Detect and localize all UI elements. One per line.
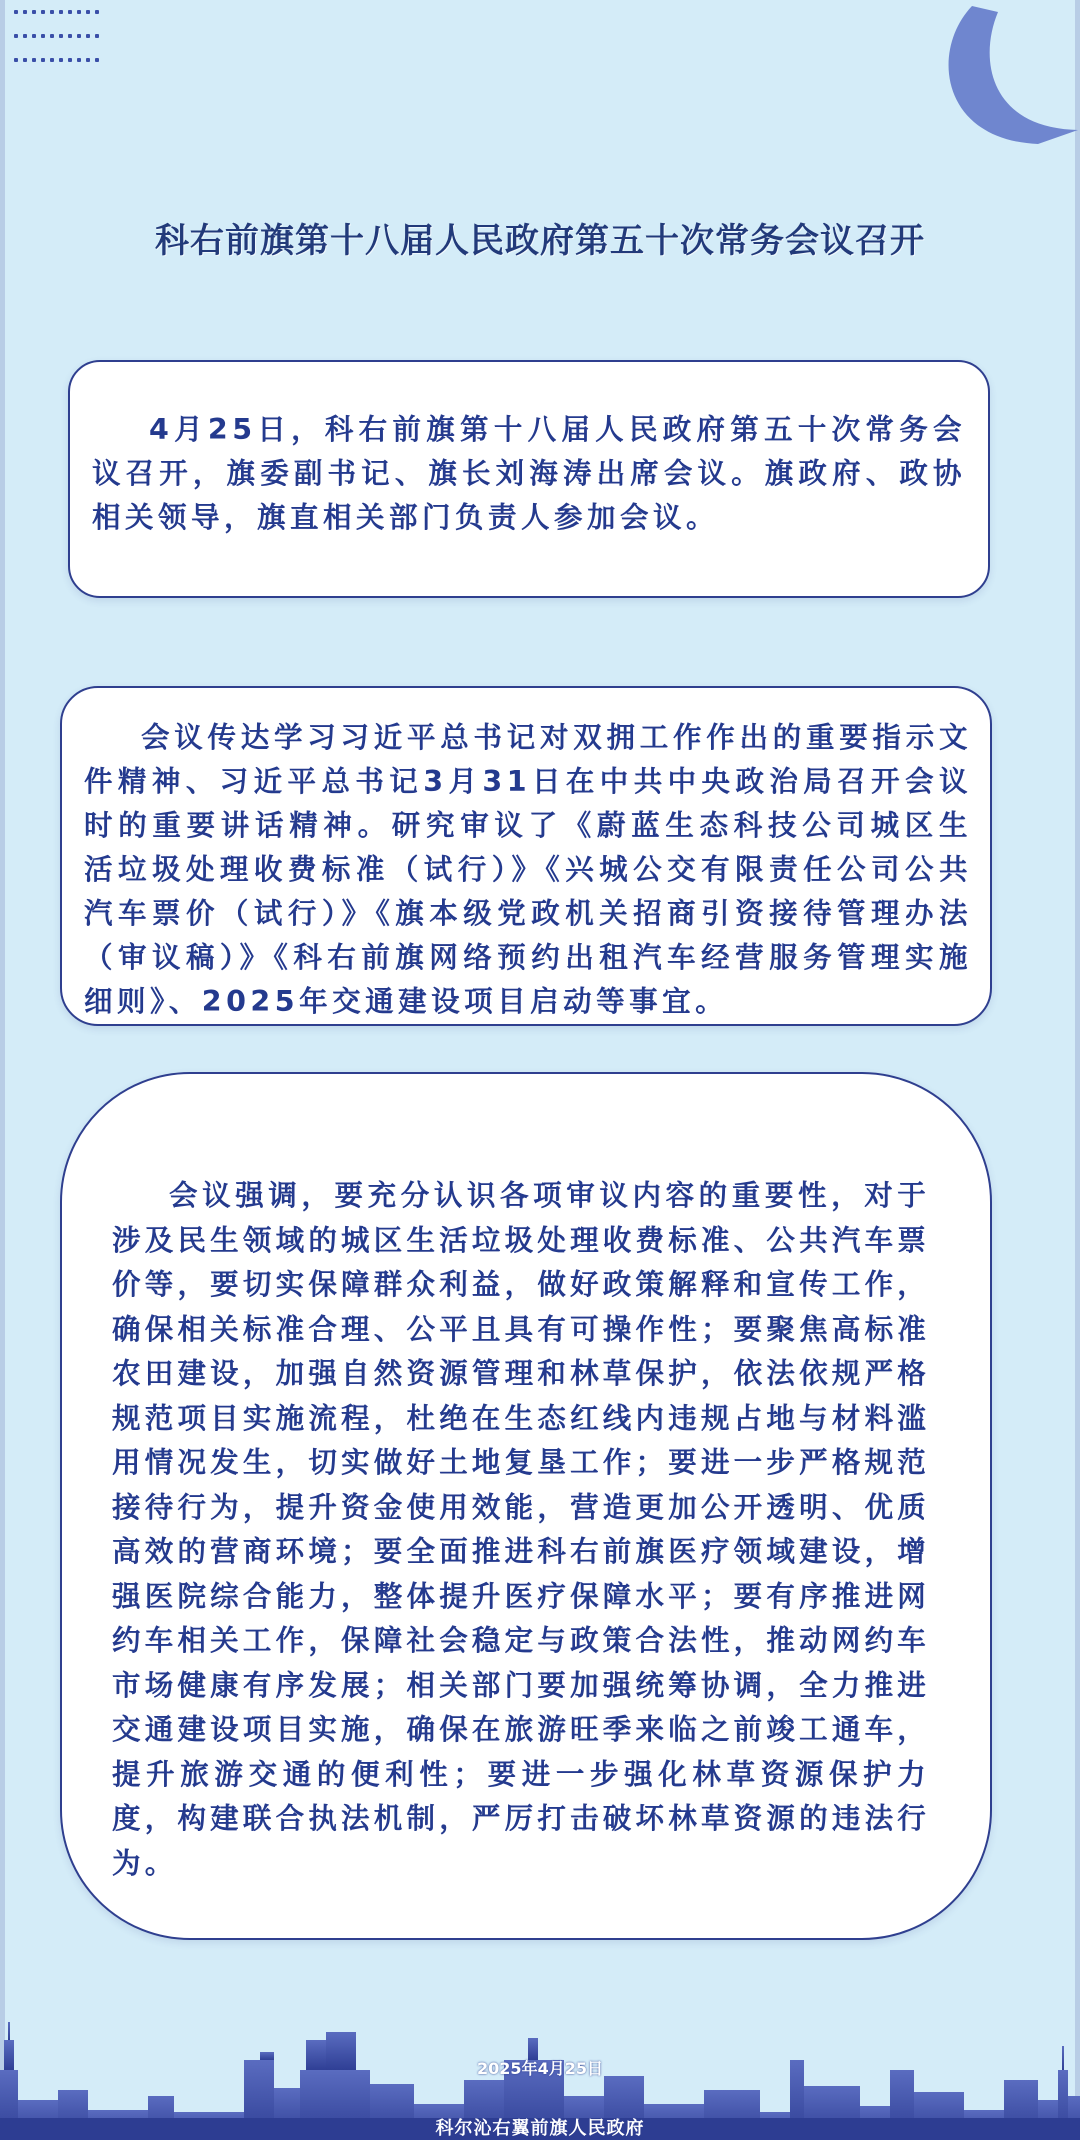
page-frame-right xyxy=(1075,0,1080,2140)
emphasis-paragraph: 会议强调，要充分认识各项审议内容的重要性，对于涉及民生领域的城区生活垃圾处理收费标准、公共汽车票价等，要切实保障群众利益，做好政策解释和宣传工作，确保相关标准合理、公平且具有可操作性；要聚焦高标准农田建设，加强自然资源管理和林草保护，依法依规严格规范项目实施流程，杜绝在生态红线内违规占地与材料滥用情况发生，切实做好土地复垦工作；要进一步严格规范接待行为，提升资金使用效能，营造更加公开透明、优质高效的营商环境；要全面推进科右前旗医疗领域建设，增强医院综合能力，整体提升医疗保障水平；要有序推进网约车相关工作，保障社会稳定与政策合法性，推动网约车市场健康有序发展；相关部门要加强统筹协调，全力推进交通建设项目实施，确保在旅游旺季来临之前竣工通车，提升旅游交通的便利性；要进一步强化林草资源保护力度，构建联合执法机制，严厉打击破坏林草资源的违法行为。 xyxy=(112,1179,930,1880)
page-title: 科右前旗第十八届人民政府第五十次常务会议召开 xyxy=(155,220,925,261)
intro-card xyxy=(68,360,990,598)
footer-organization: 科尔沁右翼前旗人民政府 xyxy=(435,2118,645,2139)
page-frame-left xyxy=(0,0,5,2140)
review-card xyxy=(60,686,992,1026)
intro-paragraph: 4月25日，科右前旗第十八届人民政府第五十次常务会议召开，旗委副书记、旗长刘海涛出席会议。旗政府、政协相关领导，旗直相关部门负责人参加会议。 xyxy=(92,413,966,534)
arc-decoration-icon xyxy=(920,0,1080,160)
emphasis-card xyxy=(60,1072,992,1940)
review-paragraph: 会议传达学习习近平总书记对双拥工作作出的重要指示文件精神、习近平总书记3月31日在中共中央政治局召开会议时的重要讲话精神。研究审议了《蔚蓝生态科技公司城区生活垃圾处理收费标准（试行）》《兴城公交有限责任公司公共汽车票价（试行）》《旗本级党政机关招商引资接待管理办法（审议稿）》《科右前旗网络预约出租汽车经营服务管理实施细则》、2025年交通建设项目启动等事宜。 xyxy=(84,721,972,1018)
footer-date: 2025年4月25日 xyxy=(477,2059,603,2078)
dot-pattern-decoration xyxy=(14,10,99,82)
